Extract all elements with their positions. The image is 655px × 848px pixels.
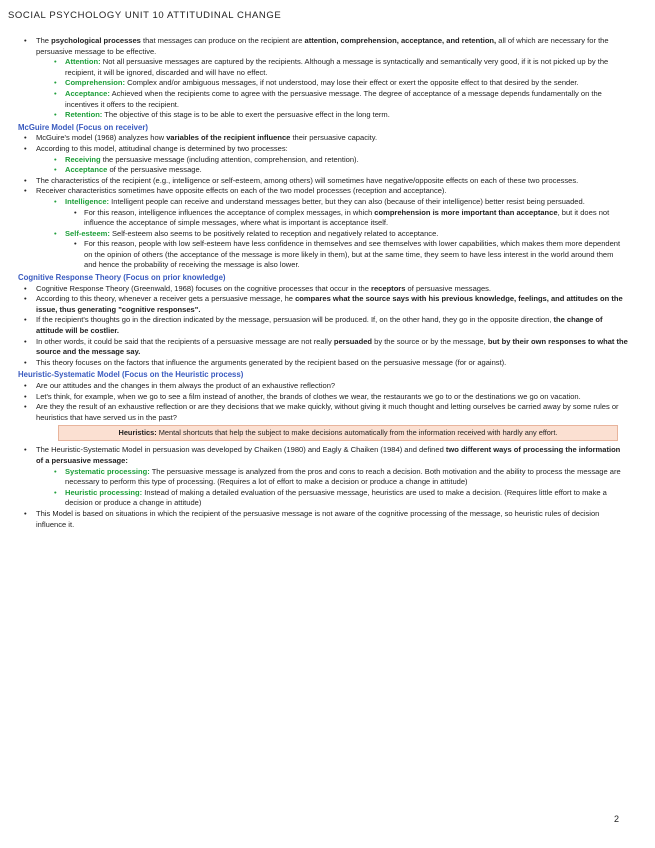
list-item: • Receiving the persuasive message (including attention, comprehension, and retention). <box>18 155 628 166</box>
page-content <box>18 36 628 530</box>
list-item: • For this reason, intelligence influences the acceptance of complex messages, in which comprehension is more important than acceptance, but it does not influence the acceptance of simple messages, where what is important is acceptance itself. <box>18 208 628 229</box>
list-item: • In other words, it could be said that the recipients of a persuasive message are not really persuaded by the source or by the message, but by their own responses to what the source and the message say. <box>18 337 628 358</box>
section-heading: Cognitive Response Theory (Focus on prior knowledge) <box>18 273 226 283</box>
section-heading: McGuire Model (Focus on receiver) <box>18 122 148 132</box>
page-number: 2 <box>613 814 619 824</box>
section-heading: Heuristic-Systematic Model (Focus on the Heuristic process) <box>18 370 244 380</box>
page-header: SOCIAL PSYCHOLOGY UNIT 10 ATTITUDINAL CHANGE <box>8 10 282 21</box>
list-item: • McGuire's model (1968) analyzes how variables of the recipient influence their persuasive capacity. <box>18 133 628 144</box>
list-item: • Are our attitudes and the changes in them always the product of an exhaustive reflection? <box>18 381 628 392</box>
definition-box: Heuristics: Mental shortcuts that help the subject to make decisions automatically from the information received with hardly any effort. <box>58 425 618 441</box>
list-item: • Intelligence: Intelligent people can receive and understand messages better, but they can also (because of their intelligence) better resist being persuaded. <box>18 197 628 208</box>
list-item: • This Model is based on situations in which the recipient of the persuasive message is not aware of the cognitive processing of the message, so heuristic rules of decision influence it. <box>18 509 628 530</box>
list-item: • The Heuristic-Systematic Model in persuasion was developed by Chaiken (1980) and Eagly & Chaiken (1984) and defined two different ways of processing the information of a persuasive message: <box>18 445 628 466</box>
list-item: • Retention: The objective of this stage is to be able to exert the persuasive effect in the long term. <box>18 110 628 121</box>
list-item: • According to this theory, whenever a receiver gets a persuasive message, he compares what the source says with his previous knowledge, feelings, and attitudes on the issue, thus generating "cognitive responses". <box>18 294 628 315</box>
list-item: • Acceptance of the persuasive message. <box>18 165 628 176</box>
list-item: • Let's think, for example, when we go to see a film instead of another, the brands of clothes we wear, the restaurants we go to or the destinations we go on vacation. <box>18 392 628 403</box>
list-item: • Receiver characteristics sometimes have opposite effects on each of the two model processes (reception and acceptance). <box>18 186 628 197</box>
list-item: • Self-esteem: Self-esteem also seems to be positively related to reception and negatively related to acceptance. <box>18 229 628 240</box>
list-item: • Comprehension: Complex and/or ambiguous messages, if not understood, may lose their effect or exert the opposite effect to that desired by the sender. <box>18 78 628 89</box>
list-item: • Cognitive Response Theory (Greenwald, 1968) focuses on the cognitive processes that occur in the receptors of persuasive messages. <box>18 284 628 295</box>
list-item: • Systematic processing: The persuasive message is analyzed from the pros and cons to reach a decision. Both motivation and the ability to process the message are necessary to perform this type of processing. (Requires a lot of effort to make a decision or produce a change in attitude) <box>18 467 628 488</box>
list-item: • The characteristics of the recipient (e.g., intelligence or self-esteem, among others) will sometimes have negative/opposite effects on each of these two processes. <box>18 176 628 187</box>
list-item: • Attention: Not all persuasive messages are captured by the recipients. Although a message is syntactically and semantically very good, if it is not picked up by the recipient, it will be ignored, discarded and will have no effect. <box>18 57 628 78</box>
list-item: • The psychological processes that messages can produce on the recipient are attention, comprehension, acceptance, and retention, all of which are necessary for the persuasive message to be effective. <box>18 36 628 57</box>
list-item: • According to this model, attitudinal change is determined by two processes: <box>18 144 628 155</box>
list-item: • Acceptance: Achieved when the recipients come to agree with the persuasive message. The degree of acceptance of a message depends fundamentally on the incentives it offers to the recipient. <box>18 89 628 110</box>
list-item: • For this reason, people with low self-esteem have less confidence in themselves and see themselves with lower capabilities, which makes them more dependent on the opinion of others (the acceptance of the message is more likely in them), but at the same time, they seem to have less interest in the world around them and hence the probability of receiving the message is also lower. <box>18 239 628 271</box>
list-item: • Heuristic processing: Instead of making a detailed evaluation of the persuasive message, heuristics are used to make a decision. (Requires little effort to make a decision or produce a change in attitude) <box>18 488 628 509</box>
list-item: • Are they the result of an exhaustive reflection or are they decisions that we make quickly, without giving it much thought and letting ourselves be carried away by some rules or heuristics that have served us in the past? <box>18 402 628 423</box>
list-item: • This theory focuses on the factors that influence the arguments generated by the recipient based on the persuasive message (for or against). <box>18 358 628 369</box>
list-item: • If the recipient's thoughts go in the direction indicated by the message, persuasion will be produced. If, on the other hand, they go in the opposite direction, the change of attitude will be costlier. <box>18 315 628 336</box>
